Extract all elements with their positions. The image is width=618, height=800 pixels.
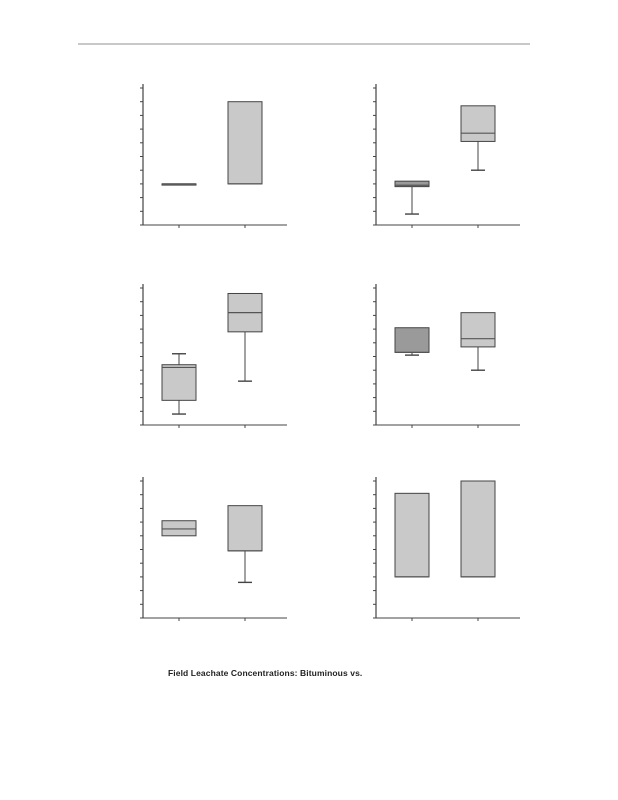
box xyxy=(228,506,262,551)
box xyxy=(461,106,495,142)
box xyxy=(162,365,196,401)
box-plot-panel-2 xyxy=(360,82,530,247)
box xyxy=(395,493,429,577)
box-plot-panel-5 xyxy=(127,475,297,640)
box-plot-panel-3 xyxy=(127,282,297,447)
box xyxy=(461,481,495,577)
figure-caption: Field Leachate Concentrations: Bituminous vs. xyxy=(168,668,363,678)
box-plot-panel-1 xyxy=(127,82,297,247)
box-plot-panel-4 xyxy=(360,282,530,447)
box xyxy=(162,521,196,536)
box xyxy=(395,328,429,353)
box xyxy=(228,102,262,184)
box xyxy=(461,313,495,347)
header-rule xyxy=(78,43,530,45)
box-plot-panel-6 xyxy=(360,475,530,640)
